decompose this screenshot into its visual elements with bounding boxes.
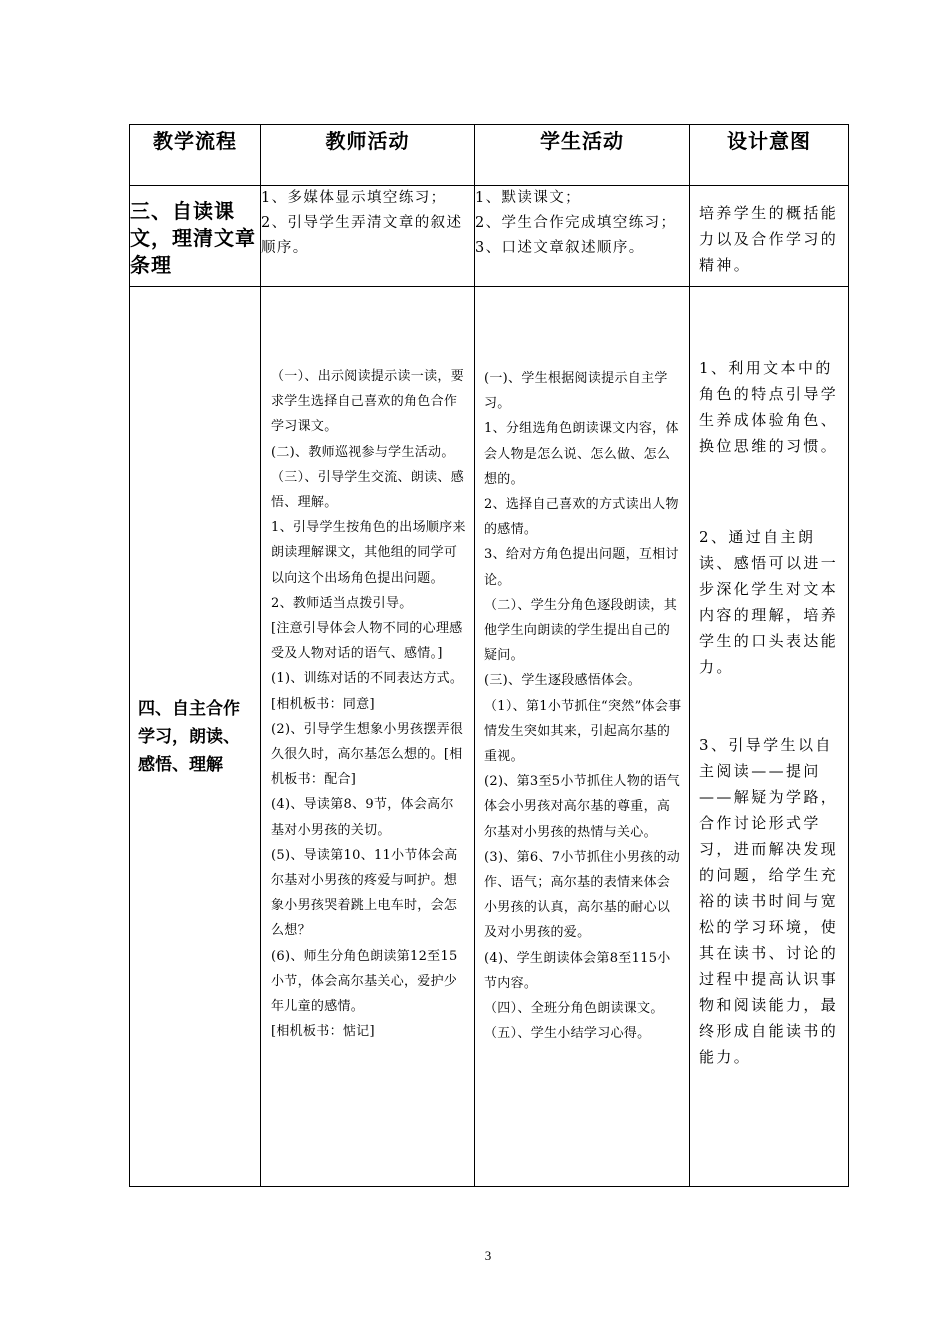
teacher-activity-item: (1)、训练对话的不同表达方式。[相机板书：同意] [271, 671, 464, 712]
teacher-activity-item: 2、教师适当点拨引导。 [271, 595, 413, 611]
teacher-activity-cell [261, 186, 475, 287]
student-activity-cell [475, 287, 690, 1187]
teacher-activity-item: 1、引导学生按角色的出场顺序来朗读理解课文，其他组的同学可以向这个出场角色提出问题。 [271, 520, 466, 586]
table-row [130, 287, 849, 1187]
stage-label: 三、自读课文，理清文章条理 [130, 186, 261, 287]
header-student-activity: 学生活动 [475, 125, 690, 186]
design-intent-item: 3、引导学生以自主阅读——提问——解疑为学路，合作讨论形式学习，进而解决发现的问题，给学生充裕的读书时间与宽松的学习环境，使其在读书、讨论的过程中提高认识事物和阅读能力，最终形成自能读书的能力。 [699, 736, 839, 1066]
student-activity-item: (三)、学生逐段感悟体会。 [484, 673, 642, 689]
teacher-activity-item: （一）、出示阅读提示读一读，要求学生选择自己喜欢的角色合作学习课文。 [271, 369, 465, 435]
teacher-activity-item: 2、引导学生弄清文章的叙述顺序。 [261, 215, 463, 256]
student-activity-item: 2、选择自己喜欢的方式读出人物的感情。 [484, 497, 679, 538]
design-intent-cell [690, 287, 849, 1187]
design-intent-item: 1、利用文本中的角色的特点引导学生养成体验角色、换位思维的习惯。 [699, 359, 839, 455]
student-activity-item: (2)、第3至5小节抓住人物的语气体会小男孩对高尔基的尊重，高尔基对小男孩的热情与关心。 [484, 774, 681, 840]
student-activity-item: 2、学生合作完成填空练习； [475, 215, 677, 231]
student-activity-item: （二）、学生分角色逐段朗读，其他学生向朗读的学生提出自己的疑问。 [484, 597, 678, 664]
teacher-activity-item: (2)、引导学生想象小男孩摆弄很久很久时，高尔基怎么想的。[相机板书：配合] [271, 721, 464, 788]
student-activity-cell [475, 186, 690, 287]
student-activity-item: (4)、学生朗读体会第8至115小节内容。 [484, 950, 671, 991]
teacher-activity-item: (6)、师生分角色朗读第12至15小节，体会高尔基关心，爱护少年儿童的感情。 [271, 948, 458, 1015]
teacher-activity-item: [相机板书：惦记] [271, 1024, 375, 1040]
header-row [130, 125, 849, 186]
header-process: 教学流程 [130, 125, 261, 186]
student-activity-item: 3、口述文章叙述顺序。 [475, 240, 645, 256]
table-row [130, 186, 849, 287]
page-number: 3 [484, 1248, 492, 1263]
teacher-activity-item: (4)、导读第8、9节，体会高尔基对小男孩的关切。 [271, 797, 454, 838]
header-design-intent: 设计意图 [690, 125, 849, 186]
design-intent-item: 2、通过自主朗读、感悟可以进一步深化学生对文本内容的理解，培养学生的口头表达能力。 [699, 528, 839, 676]
student-activity-item: （五）、学生小结学习心得。 [484, 1026, 651, 1042]
stage-label: 四、自主合作学习，朗读、感悟、理解 [130, 287, 261, 1187]
teacher-activity-item: （三）、引导学生交流、朗读、感悟、理解。 [271, 469, 465, 511]
student-activity-item: 1、分组选角色朗读课文内容，体会人物是怎么说、怎么做、怎么想的。 [484, 421, 679, 487]
student-activity-item: 1、默读课文； [475, 190, 582, 206]
design-intent-cell: 培养学生的概括能力以及合作学习的精神。 [690, 186, 849, 287]
student-activity-item: （1）、第1小节抓住“突然”体会事情发生突如其来，引起高尔基的重视。 [484, 698, 682, 765]
paragraph-spacer [699, 459, 842, 524]
teacher-activity-item: 1、多媒体显示填空练习； [261, 190, 447, 206]
teacher-activity-item: (二)、教师巡视参与学生活动。 [271, 444, 455, 460]
header-teacher-activity: 教师活动 [261, 125, 475, 186]
student-activity-item: (3)、第6、7小节抓住小男孩的动作、语气；高尔基的表情来体会小男孩的认真，高尔基的耐心以及对小男孩的爱。 [484, 849, 681, 941]
paragraph-spacer [699, 680, 842, 732]
teacher-activity-item: (5)、导读第10、11小节体会高尔基对小男孩的疼爱与呵护。想象小男孩哭着跳上电车时，会怎么想？ [271, 847, 458, 939]
student-activity-item: (一)、学生根据阅读提示自主学习。 [484, 371, 668, 412]
student-activity-item: （四）、全班分角色朗读课文。 [484, 1001, 664, 1017]
student-activity-item: 3、给对方角色提出问题，互相讨论。 [484, 547, 679, 588]
teacher-activity-cell [261, 287, 475, 1187]
teacher-activity-item: [注意引导体会人物不同的心理感受及人物对话的语气、感情。] [271, 621, 463, 662]
lesson-plan-table [129, 124, 849, 1187]
